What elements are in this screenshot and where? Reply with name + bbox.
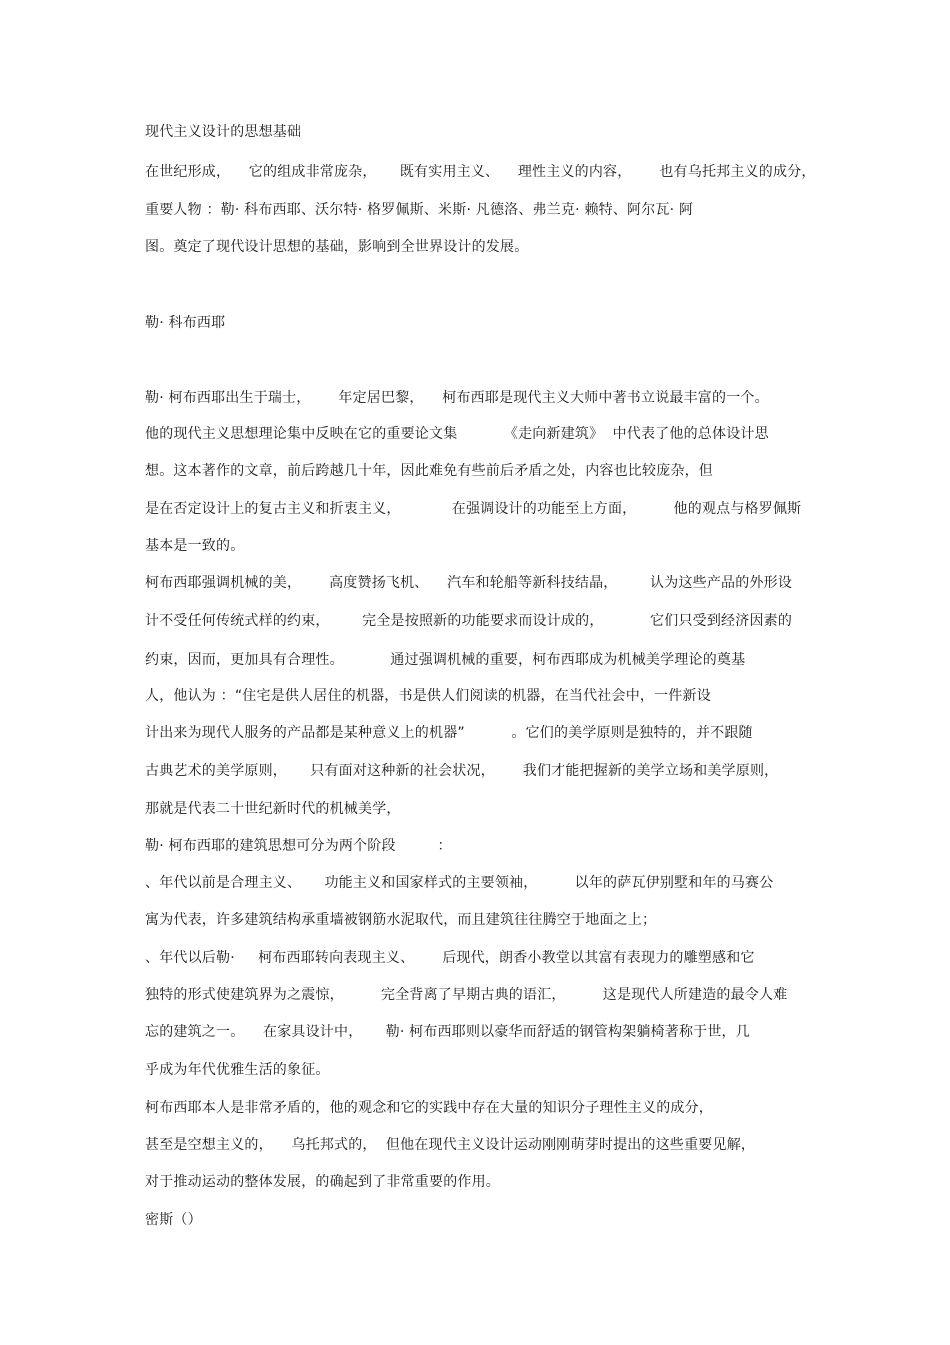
text-line: 柯布西耶强调机械的美， 高度赞扬飞机、 汽车和轮船等新科技结晶， 认为这些产品的外形设 (145, 575, 793, 591)
text-line: 乎成为年代优雅生活的象征。 (145, 1062, 330, 1078)
text-line: 独特的形式使建筑界为之震惊， 完全背离了早期古典的语汇， 这是现代人所建造的最令人难 (145, 987, 788, 1003)
text-line: 想。这本著作的文章，前后跨越几十年，因此难免有些前后矛盾之处，内容也比较庞杂，但 (145, 463, 713, 479)
section-heading: 勒· 科布西耶 (145, 315, 226, 331)
text-line: 约束，因而，更加具有合理性。 通过强调机械的重要，柯布西耶成为机械美学理论的奠基 (145, 652, 746, 668)
text-line: 计不受任何传统式样的约束， 完全是按照新的功能要求而设计成的， 它们只受到经济因素的 (145, 613, 793, 629)
text-line: 柯布西耶本人是非常矛盾的，他的观念和它的实践中存在大量的知识分子理性主义的成分， (145, 1100, 713, 1116)
text-line: 重要人物 ：勒· 科布西耶、沃尔特· 格罗佩斯、米斯· 凡德洛、弗兰克· 赖特、阿尔瓦· 阿 (145, 202, 694, 218)
section-heading: 密斯（） (145, 1212, 202, 1228)
text-line: 对于推动运动的整体发展，的确起到了非常重要的作用。 (145, 1174, 500, 1190)
text-line: 古典艺术的美学原则， 只有面对这种新的社会状况， 我们才能把握新的美学立场和美学原则， (145, 763, 779, 779)
text-line: 、年代以后勒· 柯布西耶转向表现主义、 后现代，朗香小教堂以其富有表现力的雕塑感和它 (145, 950, 755, 966)
text-line: 计出来为现代人服务的产品都是某种意义上的机器” 。它们的美学原则是独特的，并不跟随 (145, 725, 753, 741)
text-line: 忘的建筑之一。 在家具设计中， 勒· 柯布西耶则以豪华而舒适的钢管构架躺椅著称于世，几 (145, 1024, 750, 1040)
text-line: 基本是一致的。 (145, 538, 245, 554)
text-line: 是在否定设计上的复古主义和折衷主义， 在强调设计的功能至上方面， 他的观点与格罗佩斯 (145, 501, 802, 517)
text-line: 勒· 柯布西耶的建筑思想可分为两个阶段 ： (145, 838, 452, 854)
text-line: 在世纪形成， 它的组成非常庞杂， 既有实用主义、 理性主义的内容， 也有乌托邦主义的成分， (145, 164, 816, 180)
text-line: 勒· 柯布西耶出生于瑞士， 年定居巴黎， 柯布西耶是现代主义大师中著书立说最丰富的一个。 (145, 390, 769, 406)
text-line: 人，他认为 ：“住宅是供人居住的机器，书是供人们阅读的机器，在当代社会中，一件新设 (145, 688, 711, 704)
text-line: 、年代以前是合理主义、 功能主义和国家样式的主要领袖， 以年的萨瓦伊别墅和年的马赛公 (145, 875, 774, 891)
text-line: 那就是代表二十世纪新时代的机械美学， (145, 801, 401, 817)
text-line: 寓为代表，许多建筑结构承重墙被钢筋水泥取代，而且建筑往往腾空于地面之上； (145, 912, 657, 928)
text-line: 图。奠定了现代设计思想的基础，影响到全世界设计的发展。 (145, 239, 529, 255)
document-title: 现代主义设计的思想基础 (145, 124, 302, 140)
text-line: 他的现代主义思想理论集中反映在它的重要论文集 《走向新建筑》 中代表了他的总体设计思 (145, 426, 769, 442)
text-line: 甚至是空想主义的， 乌托邦式的， 但他在现代主义设计运动刚刚萌芽时提出的这些重要见解， (145, 1137, 756, 1153)
